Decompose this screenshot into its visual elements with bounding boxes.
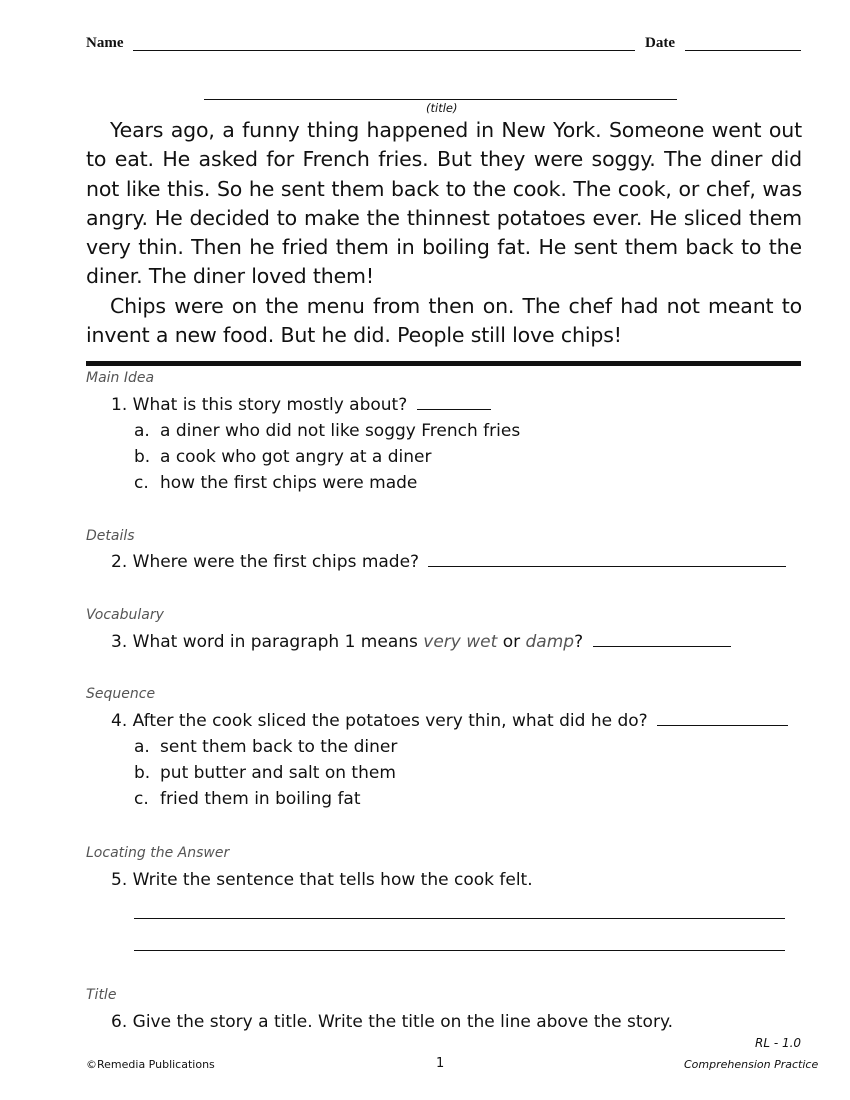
option-1a bbox=[134, 421, 520, 441]
page-number: 1 bbox=[436, 1056, 445, 1071]
question-text: After the cook sliced the potatoes very thin, what did he do? bbox=[132, 711, 648, 731]
question-number: 5. bbox=[111, 870, 128, 890]
section-label-locating-the-answer: Locating the Answer bbox=[86, 845, 230, 861]
section-label-details: Details bbox=[86, 528, 135, 544]
question-text: Give the story a title. Write the title on the line above the story. bbox=[132, 1012, 673, 1032]
title-field[interactable] bbox=[204, 99, 677, 100]
name-field[interactable] bbox=[133, 50, 635, 51]
publisher: ©Remedia Publications bbox=[86, 1058, 215, 1071]
vocab-term-2: damp bbox=[525, 632, 575, 652]
option-4a bbox=[134, 737, 397, 757]
answer-line-5a[interactable] bbox=[134, 918, 785, 919]
story-paragraph-1: Years ago, a funny thing happened in New York. Someone went out to eat. He asked for French fries. But they were soggy. The diner did not like this. So he sent them back to the cook. The cook, or chef, was angry. He decided to make the thinnest potatoes ever. He sliced them very thin. Then he fried them in boiling fat. He sent them back to the diner. The diner loved them! bbox=[86, 118, 802, 289]
question-6 bbox=[111, 1012, 673, 1032]
section-label-main-idea: Main Idea bbox=[86, 370, 155, 386]
option-letter: c. bbox=[134, 789, 149, 809]
option-text: how the first chips were made bbox=[160, 473, 418, 493]
series-name: Comprehension Practice bbox=[684, 1058, 819, 1071]
question-text: What word in paragraph 1 means bbox=[132, 632, 418, 652]
vocab-term-1: very wet bbox=[423, 632, 498, 652]
question-number: 4. bbox=[111, 711, 128, 731]
answer-blank-1[interactable] bbox=[417, 395, 491, 410]
question-number: 3. bbox=[111, 632, 128, 652]
answer-blank-4[interactable] bbox=[657, 711, 788, 726]
option-letter: a. bbox=[134, 737, 150, 757]
vocab-connector: or bbox=[502, 632, 521, 652]
section-label-sequence: Sequence bbox=[86, 686, 156, 702]
option-letter: c. bbox=[134, 473, 149, 493]
option-letter: b. bbox=[134, 447, 151, 467]
option-letter: a. bbox=[134, 421, 150, 441]
date-label: Date bbox=[645, 35, 675, 51]
option-4c bbox=[134, 789, 361, 809]
option-text: sent them back to the diner bbox=[160, 737, 398, 757]
option-text: fried them in boiling fat bbox=[160, 789, 361, 809]
question-1 bbox=[111, 395, 491, 415]
answer-line-5b[interactable] bbox=[134, 950, 785, 951]
question-text: Write the sentence that tells how the cook felt. bbox=[132, 870, 533, 890]
option-1b bbox=[134, 447, 431, 467]
story-text bbox=[86, 116, 802, 350]
name-label: Name bbox=[86, 35, 124, 51]
question-3 bbox=[111, 632, 731, 652]
question-number: 6. bbox=[111, 1012, 128, 1032]
option-1c bbox=[134, 473, 417, 493]
option-text: a diner who did not like soggy French fries bbox=[160, 421, 521, 441]
answer-blank-3[interactable] bbox=[593, 632, 731, 647]
date-field[interactable] bbox=[685, 50, 801, 51]
answer-blank-2[interactable] bbox=[428, 552, 786, 567]
question-mark: ? bbox=[574, 632, 584, 652]
question-2 bbox=[111, 552, 786, 572]
story-paragraph-2: Chips were on the menu from then on. The chef had not meant to invent a new food. But he did. People still love chips! bbox=[86, 293, 802, 348]
question-4 bbox=[111, 711, 788, 731]
option-letter: b. bbox=[134, 763, 151, 783]
question-text: What is this story mostly about? bbox=[132, 395, 408, 415]
question-number: 1. bbox=[111, 395, 128, 415]
section-label-vocabulary: Vocabulary bbox=[86, 607, 164, 623]
option-text: put butter and salt on them bbox=[160, 763, 396, 783]
option-text: a cook who got angry at a diner bbox=[160, 447, 432, 467]
reading-level: RL - 1.0 bbox=[755, 1036, 802, 1050]
title-caption: (title) bbox=[426, 101, 458, 115]
option-4b bbox=[134, 763, 396, 783]
question-number: 2. bbox=[111, 552, 128, 572]
section-label-title: Title bbox=[86, 987, 117, 1003]
question-text: Where were the first chips made? bbox=[132, 552, 420, 572]
question-5 bbox=[111, 870, 533, 890]
divider-rule bbox=[86, 361, 801, 366]
